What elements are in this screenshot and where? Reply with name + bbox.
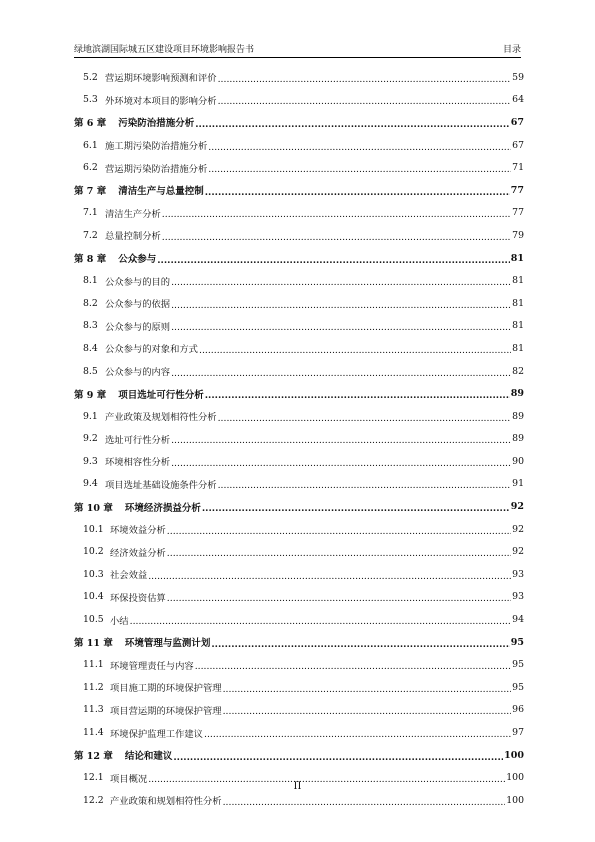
dot-leader [195, 119, 510, 130]
toc-section-entry[interactable] [74, 315, 524, 338]
toc-entry-number: 9.3 [83, 455, 98, 467]
toc-entry-page: 89 [512, 410, 524, 422]
toc-entry-number: 8.4 [83, 342, 98, 354]
dot-leader [171, 300, 511, 311]
toc-entry-page: 94 [512, 614, 524, 626]
dot-leader [167, 548, 511, 559]
toc-entry-number: 11.2 [83, 681, 104, 693]
toc-section-entry[interactable] [74, 405, 524, 428]
toc-entry-number: 第 8 章 [74, 254, 107, 266]
page-number: II [293, 781, 302, 792]
toc-entry-number: 7.1 [83, 207, 98, 219]
toc-entry-title: 环境效益分析 [110, 525, 166, 537]
toc-section-entry[interactable] [74, 789, 524, 812]
toc-entry-page: 81 [512, 275, 524, 287]
toc-entry-number: 11.3 [83, 704, 104, 716]
toc-entry-number: 第 9 章 [74, 389, 107, 401]
toc-entry-title: 经济效益分析 [110, 547, 166, 559]
dot-leader [218, 480, 512, 491]
toc-chapter-entry[interactable] [74, 631, 524, 654]
toc-section-entry[interactable] [74, 337, 524, 360]
dot-leader [130, 616, 512, 627]
toc-section-entry[interactable] [74, 676, 524, 699]
toc-entry-number: 8.5 [83, 365, 98, 377]
toc-entry-page: 90 [512, 455, 524, 467]
toc-entry-number: 10.2 [83, 546, 104, 558]
dot-leader [211, 639, 509, 650]
toc-section-entry[interactable] [74, 224, 524, 247]
toc-entry-title: 公众参与的内容 [105, 367, 171, 379]
toc-section-entry[interactable] [74, 89, 524, 112]
toc-entry-number: 9.1 [83, 410, 98, 422]
toc-entry-number: 10.5 [83, 614, 104, 626]
toc-entry-page: 59 [512, 71, 524, 83]
toc-section-entry[interactable] [74, 269, 524, 292]
toc-entry-title: 公众参与 [118, 254, 157, 266]
dot-leader [167, 526, 511, 537]
document-title: 绿地滨湖国际城五区建设项目环境影响报告书 [74, 45, 255, 55]
toc-section-entry[interactable] [74, 518, 524, 541]
toc-entry-number: 11.4 [83, 727, 104, 739]
dot-leader [171, 368, 511, 379]
toc-chapter-entry[interactable] [74, 179, 524, 202]
toc-entry-title: 产业政策及规划相符性分析 [105, 412, 217, 424]
toc-entry-number: 第 6 章 [74, 118, 107, 130]
dot-leader [195, 661, 511, 672]
toc-entry-page: 93 [512, 568, 524, 580]
toc-entry-page: 93 [512, 591, 524, 603]
dot-leader [223, 684, 512, 695]
toc-entry-page: 71 [512, 162, 524, 174]
toc-entry-title: 环境经济损益分析 [124, 502, 201, 514]
toc-entry-title: 营运期环境影响预测和评价 [105, 73, 217, 85]
dot-leader [171, 277, 511, 288]
toc-entry-page: 67 [510, 116, 524, 128]
table-of-contents [74, 66, 524, 812]
header-rule [74, 57, 521, 58]
toc-entry-title: 公众参与的原则 [105, 321, 171, 333]
toc-entry-title: 小结 [110, 615, 129, 627]
toc-entry-title: 结论和建议 [124, 751, 173, 763]
toc-entry-title: 环保投资估算 [110, 592, 166, 604]
dot-leader [171, 458, 511, 469]
toc-entry-title: 环境相容性分析 [105, 457, 171, 469]
toc-section-entry[interactable] [74, 428, 524, 451]
toc-entry-page: 64 [512, 94, 524, 106]
toc-entry-page: 96 [512, 704, 524, 716]
dot-leader [208, 164, 511, 175]
toc-chapter-entry[interactable] [74, 247, 524, 270]
toc-entry-page: 92 [512, 546, 524, 558]
toc-entry-number: 12.2 [83, 794, 104, 806]
toc-entry-page: 82 [512, 365, 524, 377]
toc-entry-title: 选址可行性分析 [105, 434, 171, 446]
toc-entry-number: 10.4 [83, 591, 104, 603]
toc-entry-number: 10.1 [83, 523, 104, 535]
dot-leader [162, 232, 511, 243]
toc-entry-page: 77 [510, 184, 524, 196]
toc-entry-title: 营运期污染防治措施分析 [105, 163, 208, 175]
toc-entry-title: 产业政策和规划相符性分析 [110, 796, 222, 808]
toc-entry-number: 5.2 [83, 71, 98, 83]
toc-section-entry[interactable] [74, 360, 524, 383]
dot-leader [204, 729, 511, 740]
toc-entry-page: 95 [510, 636, 524, 648]
toc-chapter-entry[interactable] [74, 495, 524, 518]
toc-entry-number: 5.3 [83, 94, 98, 106]
toc-entry-page: 81 [512, 297, 524, 309]
dot-leader [173, 752, 503, 763]
toc-section-entry[interactable] [74, 473, 524, 496]
dot-leader [171, 322, 511, 333]
toc-entry-title: 项目选址基础设施条件分析 [105, 479, 217, 491]
toc-section-entry[interactable] [74, 608, 524, 631]
toc-chapter-entry[interactable] [74, 744, 524, 767]
toc-section-entry[interactable] [74, 540, 524, 563]
toc-entry-title: 社会效益 [110, 570, 148, 582]
dot-leader [205, 187, 510, 198]
toc-section-entry[interactable] [74, 202, 524, 225]
toc-section-entry[interactable] [74, 586, 524, 609]
toc-section-entry[interactable] [74, 134, 524, 157]
toc-entry-page: 100 [506, 772, 524, 784]
dot-leader [171, 435, 511, 446]
toc-entry-page: 97 [512, 727, 524, 739]
toc-entry-number: 7.2 [83, 229, 98, 241]
toc-section-entry[interactable] [74, 699, 524, 722]
toc-section-entry[interactable] [74, 721, 524, 744]
toc-entry-page: 81 [512, 342, 524, 354]
dot-leader [167, 593, 511, 604]
toc-entry-page: 100 [504, 749, 524, 761]
toc-entry-title: 项目选址可行性分析 [118, 389, 204, 401]
toc-section-entry[interactable] [74, 156, 524, 179]
toc-entry-page: 81 [512, 320, 524, 332]
toc-entry-title: 清洁生产分析 [105, 208, 161, 220]
toc-entry-title: 环境管理与监测计划 [124, 638, 211, 650]
toc-entry-number: 10.3 [83, 568, 104, 580]
toc-entry-title: 环境管理责任与内容 [110, 660, 194, 672]
toc-entry-title: 项目营运期的环境保护管理 [110, 705, 222, 717]
toc-entry-number: 第 10 章 [74, 502, 113, 514]
toc-section-entry[interactable] [74, 653, 524, 676]
toc-section-entry[interactable] [74, 563, 524, 586]
toc-entry-page: 92 [510, 501, 524, 513]
toc-entry-title: 外环境对本项目的影响分析 [105, 95, 217, 107]
dot-leader [208, 142, 511, 153]
toc-entry-number: 9.4 [83, 478, 98, 490]
toc-section-entry[interactable] [74, 292, 524, 315]
toc-entry-number: 9.2 [83, 433, 98, 445]
toc-entry-title: 施工期污染防治措施分析 [105, 141, 208, 153]
toc-entry-page: 79 [512, 229, 524, 241]
toc-entry-title: 项目施工期的环境保护管理 [110, 683, 222, 695]
toc-entry-page: 77 [512, 207, 524, 219]
toc-entry-page: 67 [512, 139, 524, 151]
toc-entry-page: 92 [512, 523, 524, 535]
dot-leader [199, 345, 511, 356]
toc-chapter-entry[interactable] [74, 111, 524, 134]
toc-entry-number: 11.1 [83, 659, 104, 671]
dot-leader [162, 209, 511, 220]
section-label: 目录 [502, 45, 521, 55]
toc-entry-page: 100 [506, 794, 524, 806]
toc-entry-number: 8.3 [83, 320, 98, 332]
toc-entry-page: 95 [512, 659, 524, 671]
toc-entry-number: 8.2 [83, 297, 98, 309]
toc-entry-title: 项目概况 [110, 773, 148, 785]
dot-leader [218, 74, 512, 85]
toc-entry-title: 总量控制分析 [105, 231, 161, 243]
toc-entry-title: 公众参与的目的 [105, 276, 171, 288]
toc-entry-title: 环境保护监理工作建议 [110, 728, 203, 740]
toc-chapter-entry[interactable] [74, 382, 524, 405]
toc-entry-title: 清洁生产与总量控制 [118, 186, 204, 198]
dot-leader [157, 255, 510, 266]
toc-entry-page: 89 [512, 433, 524, 445]
toc-entry-page: 81 [510, 252, 524, 264]
dot-leader [223, 797, 506, 808]
toc-entry-title: 污染防治措施分析 [118, 118, 195, 130]
dot-leader [218, 413, 512, 424]
toc-entry-number: 6.2 [83, 162, 98, 174]
dot-leader [205, 390, 510, 401]
dot-leader [202, 503, 510, 514]
toc-entry-page: 95 [512, 681, 524, 693]
toc-entry-number: 6.1 [83, 139, 98, 151]
toc-entry-number: 12.1 [83, 772, 104, 784]
toc-section-entry[interactable] [74, 66, 524, 89]
toc-entry-page: 89 [510, 388, 524, 400]
page-header [74, 41, 521, 55]
toc-entry-number: 第 12 章 [74, 751, 113, 763]
toc-entry-title: 公众参与的对象和方式 [105, 344, 198, 356]
dot-leader [223, 706, 512, 717]
toc-entry-title: 公众参与的依据 [105, 299, 171, 311]
dot-leader [218, 96, 512, 107]
toc-section-entry[interactable] [74, 450, 524, 473]
toc-entry-page: 91 [512, 478, 524, 490]
toc-entry-number: 第 11 章 [74, 638, 113, 650]
toc-entry-number: 第 7 章 [74, 186, 107, 198]
toc-entry-number: 8.1 [83, 275, 98, 287]
dot-leader [148, 571, 511, 582]
